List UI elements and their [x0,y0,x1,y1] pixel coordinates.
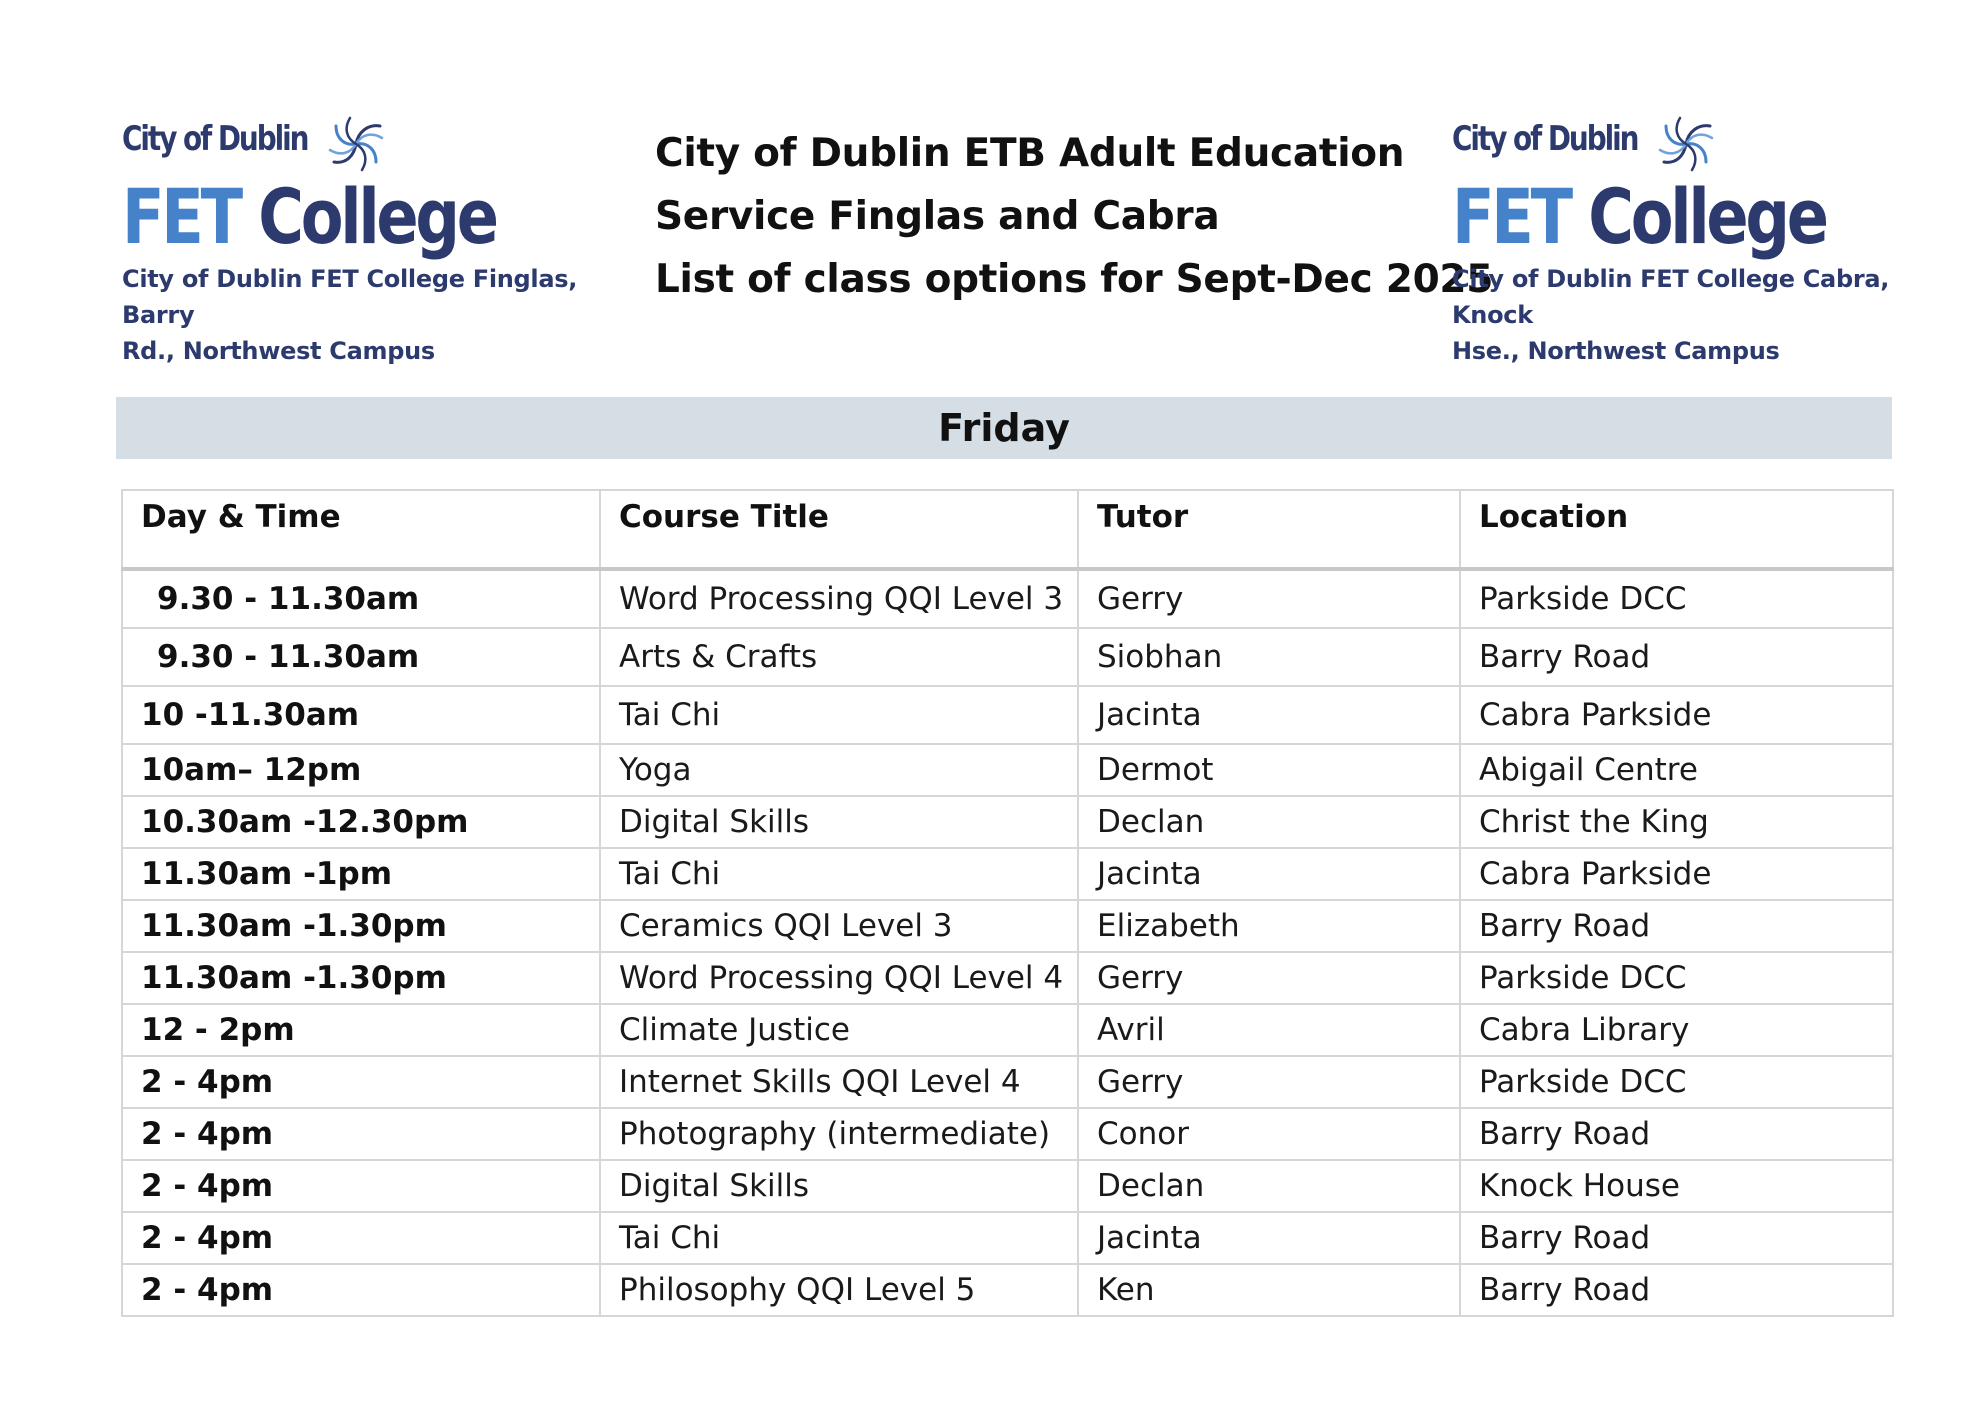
table-row [122,1264,1893,1316]
day-banner: Friday [116,397,1892,459]
time-cell: 11.30am -1.30pm [122,952,600,1004]
table-row [122,628,1893,686]
campus-caption [1452,261,1972,369]
course-cell: Tai Chi [600,686,1078,744]
swirl-logo-icon [1654,112,1718,181]
course-cell: Tai Chi [600,848,1078,900]
logo-fet-text: FET [1452,172,1570,261]
column-header-time: Day & Time [122,490,600,569]
table-row [122,952,1893,1004]
tutor-cell: Dermot [1078,744,1460,796]
course-cell: Yoga [600,744,1078,796]
location-cell: Parkside DCC [1460,952,1893,1004]
schedule-table [121,489,1894,1317]
course-cell: Climate Justice [600,1004,1078,1056]
logo-finglas [122,112,642,369]
location-cell: Parkside DCC [1460,569,1893,628]
campus-line-2: Rd., Northwest Campus [122,337,435,365]
location-cell: Barry Road [1460,628,1893,686]
location-cell: Cabra Parkside [1460,848,1893,900]
tutor-cell: Gerry [1078,569,1460,628]
table-row [122,686,1893,744]
logo-brand-line: City of Dublin [1452,119,1638,159]
time-cell: 12 - 2pm [122,1004,600,1056]
location-cell: Cabra Library [1460,1004,1893,1056]
location-cell: Christ the King [1460,796,1893,848]
tutor-cell: Conor [1078,1108,1460,1160]
campus-line-2: Hse., Northwest Campus [1452,337,1780,365]
table-row [122,900,1893,952]
campus-caption [122,261,642,369]
column-header-tutor: Tutor [1078,490,1460,569]
swirl-logo-icon [324,112,388,181]
logo-brand-line: City of Dublin [122,119,308,159]
tutor-cell: Elizabeth [1078,900,1460,952]
course-cell: Word Processing QQI Level 3 [600,569,1078,628]
tutor-cell: Jacinta [1078,848,1460,900]
time-cell: 11.30am -1.30pm [122,900,600,952]
tutor-cell: Gerry [1078,1056,1460,1108]
course-cell: Ceramics QQI Level 3 [600,900,1078,952]
tutor-cell: Declan [1078,1160,1460,1212]
title-line-3: List of class options for Sept-Dec 2025 [655,257,1494,302]
title-line-1: City of Dublin ETB Adult Education [655,131,1405,176]
location-cell: Abigail Centre [1460,744,1893,796]
logo-college-text: College [1588,172,1826,261]
tutor-cell: Jacinta [1078,686,1460,744]
campus-line-1: City of Dublin FET College Finglas, Barry [122,265,578,329]
time-cell: 10am– 12pm [122,744,600,796]
tutor-cell: Ken [1078,1264,1460,1316]
time-cell: 11.30am -1pm [122,848,600,900]
time-cell: 2 - 4pm [122,1056,600,1108]
table-header-row [122,490,1893,569]
logo-fet-text: FET [122,172,240,261]
time-cell: 2 - 4pm [122,1212,600,1264]
location-cell: Barry Road [1460,900,1893,952]
logo-wordmark [122,172,548,261]
logo-college-text: College [258,172,496,261]
tutor-cell: Declan [1078,796,1460,848]
course-cell: Internet Skills QQI Level 4 [600,1056,1078,1108]
table-row [122,848,1893,900]
table-row [122,744,1893,796]
table-body [122,569,1893,1316]
table-row [122,569,1893,628]
column-header-course: Course Title [600,490,1078,569]
table-row [122,1056,1893,1108]
location-cell: Cabra Parkside [1460,686,1893,744]
course-cell: Digital Skills [600,1160,1078,1212]
title-line-2: Service Finglas and Cabra [655,194,1220,239]
location-cell: Parkside DCC [1460,1056,1893,1108]
tutor-cell: Siobhan [1078,628,1460,686]
table-row [122,1004,1893,1056]
course-cell: Arts & Crafts [600,628,1078,686]
time-cell: 10 -11.30am [122,686,600,744]
table-row [122,1160,1893,1212]
course-cell: Photography (intermediate) [600,1108,1078,1160]
location-cell: Barry Road [1460,1212,1893,1264]
table-row [122,1212,1893,1264]
time-cell: 9.30 - 11.30am [122,569,600,628]
tutor-cell: Gerry [1078,952,1460,1004]
time-cell: 2 - 4pm [122,1108,600,1160]
page-title [655,122,1493,311]
tutor-cell: Jacinta [1078,1212,1460,1264]
table-row [122,1108,1893,1160]
location-cell: Barry Road [1460,1108,1893,1160]
time-cell: 9.30 - 11.30am [122,628,600,686]
campus-line-1: City of Dublin FET College Cabra, Knock [1452,265,1890,329]
logo-cabra [1452,112,1972,369]
course-cell: Tai Chi [600,1212,1078,1264]
location-cell: Knock House [1460,1160,1893,1212]
course-cell: Philosophy QQI Level 5 [600,1264,1078,1316]
time-cell: 2 - 4pm [122,1160,600,1212]
logo-wordmark [1452,172,1878,261]
table-row [122,796,1893,848]
course-cell: Word Processing QQI Level 4 [600,952,1078,1004]
time-cell: 2 - 4pm [122,1264,600,1316]
tutor-cell: Avril [1078,1004,1460,1056]
time-cell: 10.30am -12.30pm [122,796,600,848]
location-cell: Barry Road [1460,1264,1893,1316]
column-header-location: Location [1460,490,1893,569]
course-cell: Digital Skills [600,796,1078,848]
